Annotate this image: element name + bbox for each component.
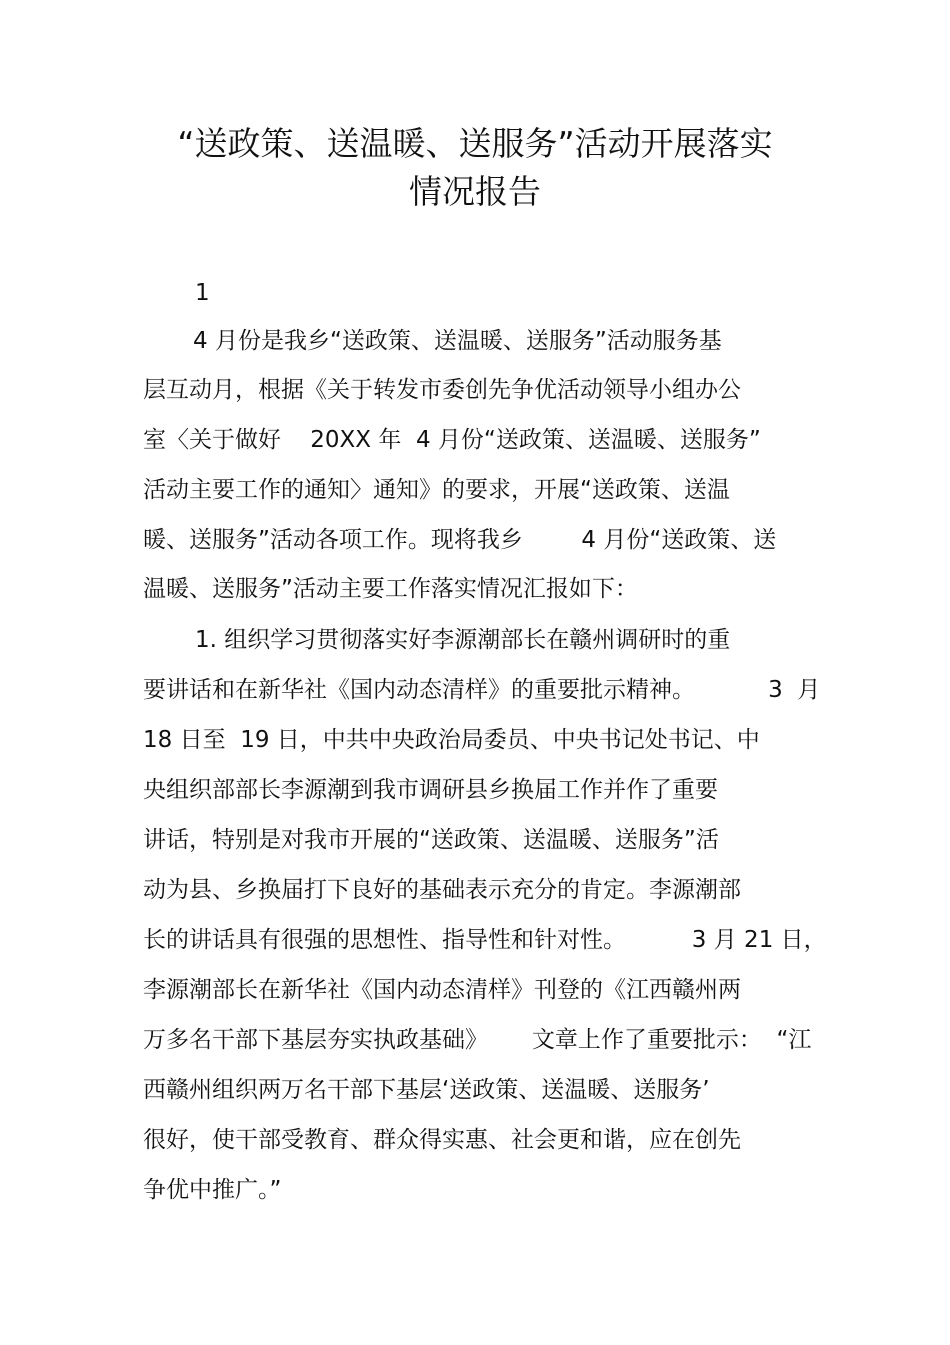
document-title-line-1: “送政策、送温暖、送服务”活动开展落实 bbox=[177, 124, 773, 163]
paragraph-2-line-12: 争优中推广。” bbox=[143, 1177, 282, 1203]
paragraph-2-line-2: 要讲话和在新华社《国内动态清样》的重要批示精神。 3 月 bbox=[143, 677, 821, 703]
paragraph-2-line-10: 西赣州组织两万名干部下基层‘送政策、送温暖、送服务’ bbox=[143, 1077, 710, 1103]
section-number: 1 bbox=[195, 280, 210, 306]
paragraph-1-line-1: 4 月份是我乡“送政策、送温暖、送服务”活动服务基 bbox=[193, 328, 722, 354]
paragraph-2-line-8: 李源潮部长在新华社《国内动态清样》刊登的《江西赣州两 bbox=[143, 977, 741, 1003]
paragraph-2-line-1: 1. 组织学习贯彻落实好李源潮部长在赣州调研时的重 bbox=[195, 627, 731, 653]
paragraph-2-line-11: 很好，使干部受教育、群众得实惠、社会更和谐，应在创先 bbox=[143, 1127, 741, 1153]
paragraph-1-line-3: 室〈关于做好 20XX 年 4 月份“送政策、送温暖、送服务” bbox=[143, 427, 761, 453]
paragraph-2-line-3: 18 日至 19 日，中共中央政治局委员、中央书记处书记、中 bbox=[143, 727, 760, 753]
paragraph-2-line-4: 央组织部部长李源潮到我市调研县乡换届工作并作了重要 bbox=[143, 777, 718, 803]
paragraph-1-line-6: 温暖、送服务”活动主要工作落实情况汇报如下： bbox=[143, 576, 638, 602]
paragraph-2-line-5: 讲话，特别是对我市开展的“送政策、送温暖、送服务”活 bbox=[143, 827, 719, 853]
paragraph-2-line-7: 长的讲话具有很强的思想性、指导性和针对性。 3 月 21 日， bbox=[143, 927, 827, 953]
paragraph-1-line-2: 层互动月，根据《关于转发市委创先争优活动领导小组办公 bbox=[143, 377, 741, 403]
paragraph-2-line-9: 万多名干部下基层夯实执政基础》 文章上作了重要批示： “江 bbox=[143, 1027, 812, 1053]
paragraph-1-line-5: 暖、送服务”活动各项工作。现将我乡 4 月份“送政策、送 bbox=[143, 527, 777, 553]
paragraph-2-line-6: 动为县、乡换届打下良好的基础表示充分的肯定。李源潮部 bbox=[143, 877, 741, 903]
document-title-line-2: 情况报告 bbox=[409, 172, 541, 211]
paragraph-1-line-4: 活动主要工作的通知〉通知》的要求，开展“送政策、送温 bbox=[143, 477, 730, 503]
